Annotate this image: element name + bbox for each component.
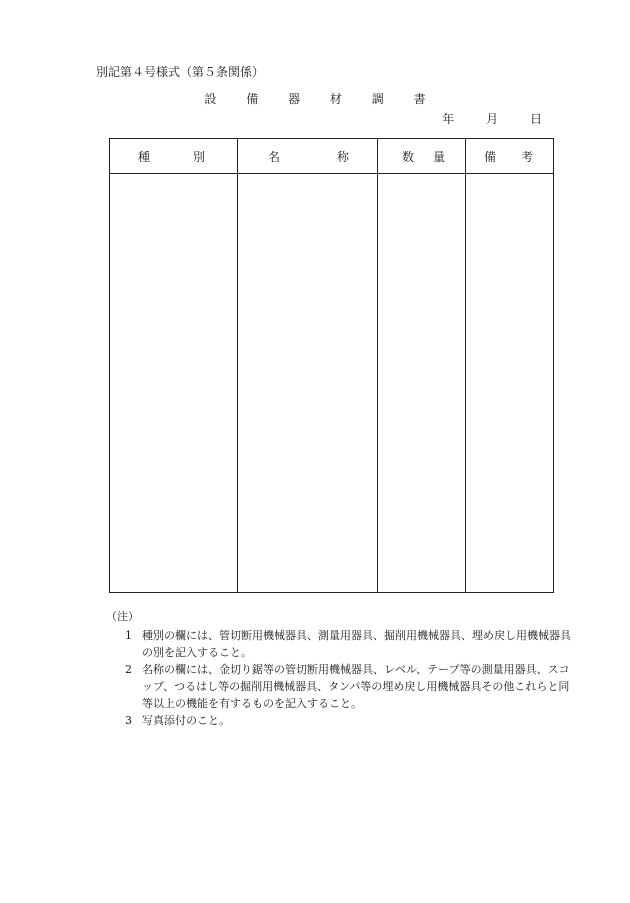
date-day-label: 日 — [529, 112, 542, 126]
table-row — [110, 174, 554, 593]
notes-heading: （注） — [106, 610, 139, 623]
header-quantity-char-1: 数 — [402, 149, 415, 164]
note-number: 1 — [125, 629, 132, 642]
header-name-char-2: 称 — [336, 149, 349, 164]
title-char: 備 — [246, 92, 259, 106]
title-char: 器 — [288, 92, 301, 106]
cell-name[interactable] — [238, 174, 378, 593]
note-number: 2 — [125, 663, 132, 676]
note-item — [106, 627, 576, 661]
cell-quantity[interactable] — [378, 174, 466, 593]
table-header-row — [110, 139, 554, 174]
note-number: 3 — [125, 714, 132, 727]
equipment-table — [109, 138, 554, 593]
header-name — [238, 139, 378, 174]
notes-section — [106, 608, 576, 729]
title-char: 設 — [204, 92, 217, 106]
note-text: 名称の欄には、金切り鋸等の管切断用機械器具、レベル、テープ等の測量用器具、スコップ、つるはし等の掘削用機械器具、タンパ等の埋め戻し用機械器具その他これらと同等以上の機能を有するものを記入すること。 — [142, 663, 570, 710]
header-kind-char-1: 種 — [138, 149, 151, 164]
header-remarks-char-1: 備 — [484, 149, 497, 164]
note-item — [106, 661, 576, 712]
form-label: 別記第４号様式（第５条関係） — [96, 65, 265, 79]
date-month-label: 月 — [486, 112, 499, 126]
header-remarks-char-2: 考 — [520, 149, 533, 164]
cell-remarks[interactable] — [466, 174, 554, 593]
date-year-label: 年 — [442, 112, 455, 126]
header-kind — [110, 139, 238, 174]
document-title — [0, 90, 630, 107]
header-quantity-char-2: 量 — [432, 149, 445, 164]
title-char: 書 — [413, 92, 426, 106]
note-text: 種別の欄には、管切断用機械器具、測量用器具、掘削用機械器具、埋め戻し用機械器具の別を記入すること。 — [142, 629, 571, 659]
date-line — [414, 110, 542, 127]
note-item — [106, 712, 576, 729]
title-char: 調 — [371, 92, 384, 106]
title-char: 材 — [329, 92, 342, 106]
header-quantity — [378, 139, 466, 174]
header-kind-char-2: 別 — [192, 149, 205, 164]
note-text: 写真添付のこと。 — [142, 714, 230, 727]
cell-kind[interactable] — [110, 174, 238, 593]
header-name-char-1: 名 — [268, 149, 281, 164]
header-remarks — [466, 139, 554, 174]
